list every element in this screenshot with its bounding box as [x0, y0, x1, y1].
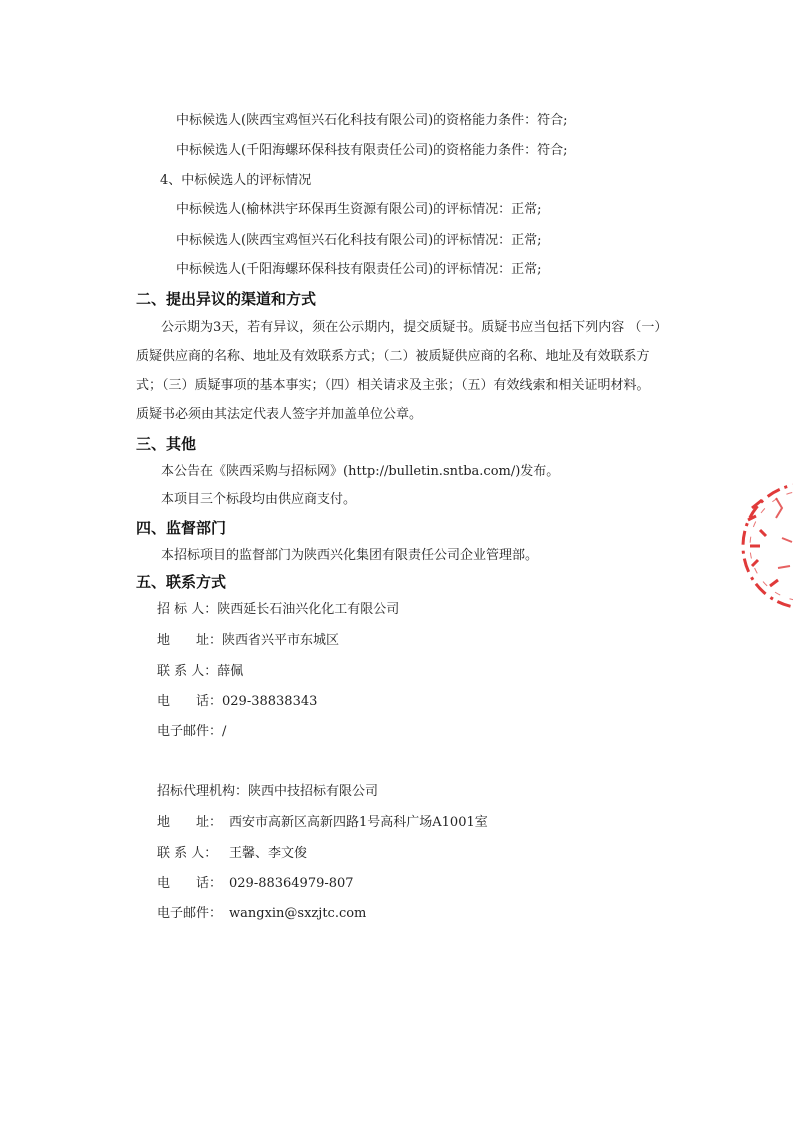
evaluation-heading: 4、中标候选人的评标情况: [160, 173, 312, 188]
field-label: 联 系 人：: [157, 664, 218, 679]
field-label: 电子邮件：: [157, 724, 223, 739]
agency-email-row: [157, 906, 366, 922]
field-value: 陕西延长石油兴化化工有限公司: [217, 602, 400, 617]
section-heading: 二、提出异议的渠道和方式: [136, 290, 317, 308]
qualification-line: 中标候选人(千阳海螺环保科技有限责任公司)的资格能力条件：符合;: [176, 143, 568, 158]
tenderer-phone-row: [157, 694, 317, 710]
field-value: 029-88364979-807: [229, 876, 354, 891]
field-label: 联 系 人：: [157, 846, 218, 861]
evaluation-line: 中标候选人(陕西宝鸡恒兴石化科技有限公司)的评标情况：正常;: [176, 233, 542, 248]
field-label: 地 址：: [157, 633, 223, 648]
section-heading: 五、联系方式: [136, 573, 227, 591]
paragraph-line: 本招标项目的监督部门为陕西兴化集团有限责任公司企业管理部。: [161, 548, 539, 563]
field-value: 王馨、李文俊: [229, 846, 308, 861]
evaluation-line: 中标候选人(千阳海螺环保科技有限责任公司)的评标情况：正常;: [176, 262, 542, 277]
field-value: 陕西省兴平市东城区: [222, 633, 340, 648]
field-value: 薛佩: [217, 664, 244, 679]
paragraph-line: 公示期为3天，若有异议，须在公示期内，提交质疑书。质疑书应当包括下列内容 （一）: [161, 320, 668, 335]
paragraph-line: 质疑书必须由其法定代表人签字并加盖单位公章。: [136, 407, 423, 422]
paragraph-line: 本项目三个标段均由供应商支付。: [161, 492, 357, 507]
paragraph-line: 质疑供应商的名称、地址及有效联系方式；（二）被质疑供应商的名称、地址及有效联系方: [136, 349, 650, 364]
field-label: 电子邮件：: [157, 906, 223, 921]
seal-stamp-icon: [730, 468, 793, 618]
agency-contact-row: [157, 846, 307, 862]
tenderer-address-row: [157, 633, 339, 649]
agency-address-row: [157, 815, 488, 831]
field-value: /: [222, 724, 227, 739]
agency-name-row: [157, 784, 378, 800]
field-value: 陕西中技招标有限公司: [248, 784, 379, 799]
field-label: 电 话：: [157, 694, 223, 709]
paragraph-line: 本公告在《陕西采购与招标网》(http://bulletin.sntba.com/)发布。: [161, 464, 560, 479]
evaluation-line: 中标候选人(榆林洪宇环保再生资源有限公司)的评标情况：正常;: [176, 202, 542, 217]
field-value: wangxin@sxzjtc.com: [229, 906, 367, 921]
section-heading: 四、监督部门: [136, 519, 227, 537]
field-label: 地 址：: [157, 815, 223, 830]
qualification-line: 中标候选人(陕西宝鸡恒兴石化科技有限公司)的资格能力条件：符合;: [176, 113, 568, 128]
tenderer-email-row: [157, 724, 226, 740]
tenderer-contact-row: [157, 664, 243, 680]
field-value: 西安市高新区高新四路1号高科广场A1001室: [229, 815, 488, 830]
field-label: 电 话：: [157, 876, 223, 891]
tenderer-name-row: [157, 602, 399, 618]
section-heading: 三、其他: [136, 435, 197, 453]
field-label: 招标代理机构：: [157, 784, 249, 799]
field-value: 029-38838343: [222, 694, 318, 709]
agency-phone-row: [157, 876, 354, 892]
field-label: 招 标 人：: [157, 602, 218, 617]
paragraph-line: 式；（三）质疑事项的基本事实；（四）相关请求及主张；（五）有效线索和相关证明材料。: [136, 378, 650, 393]
